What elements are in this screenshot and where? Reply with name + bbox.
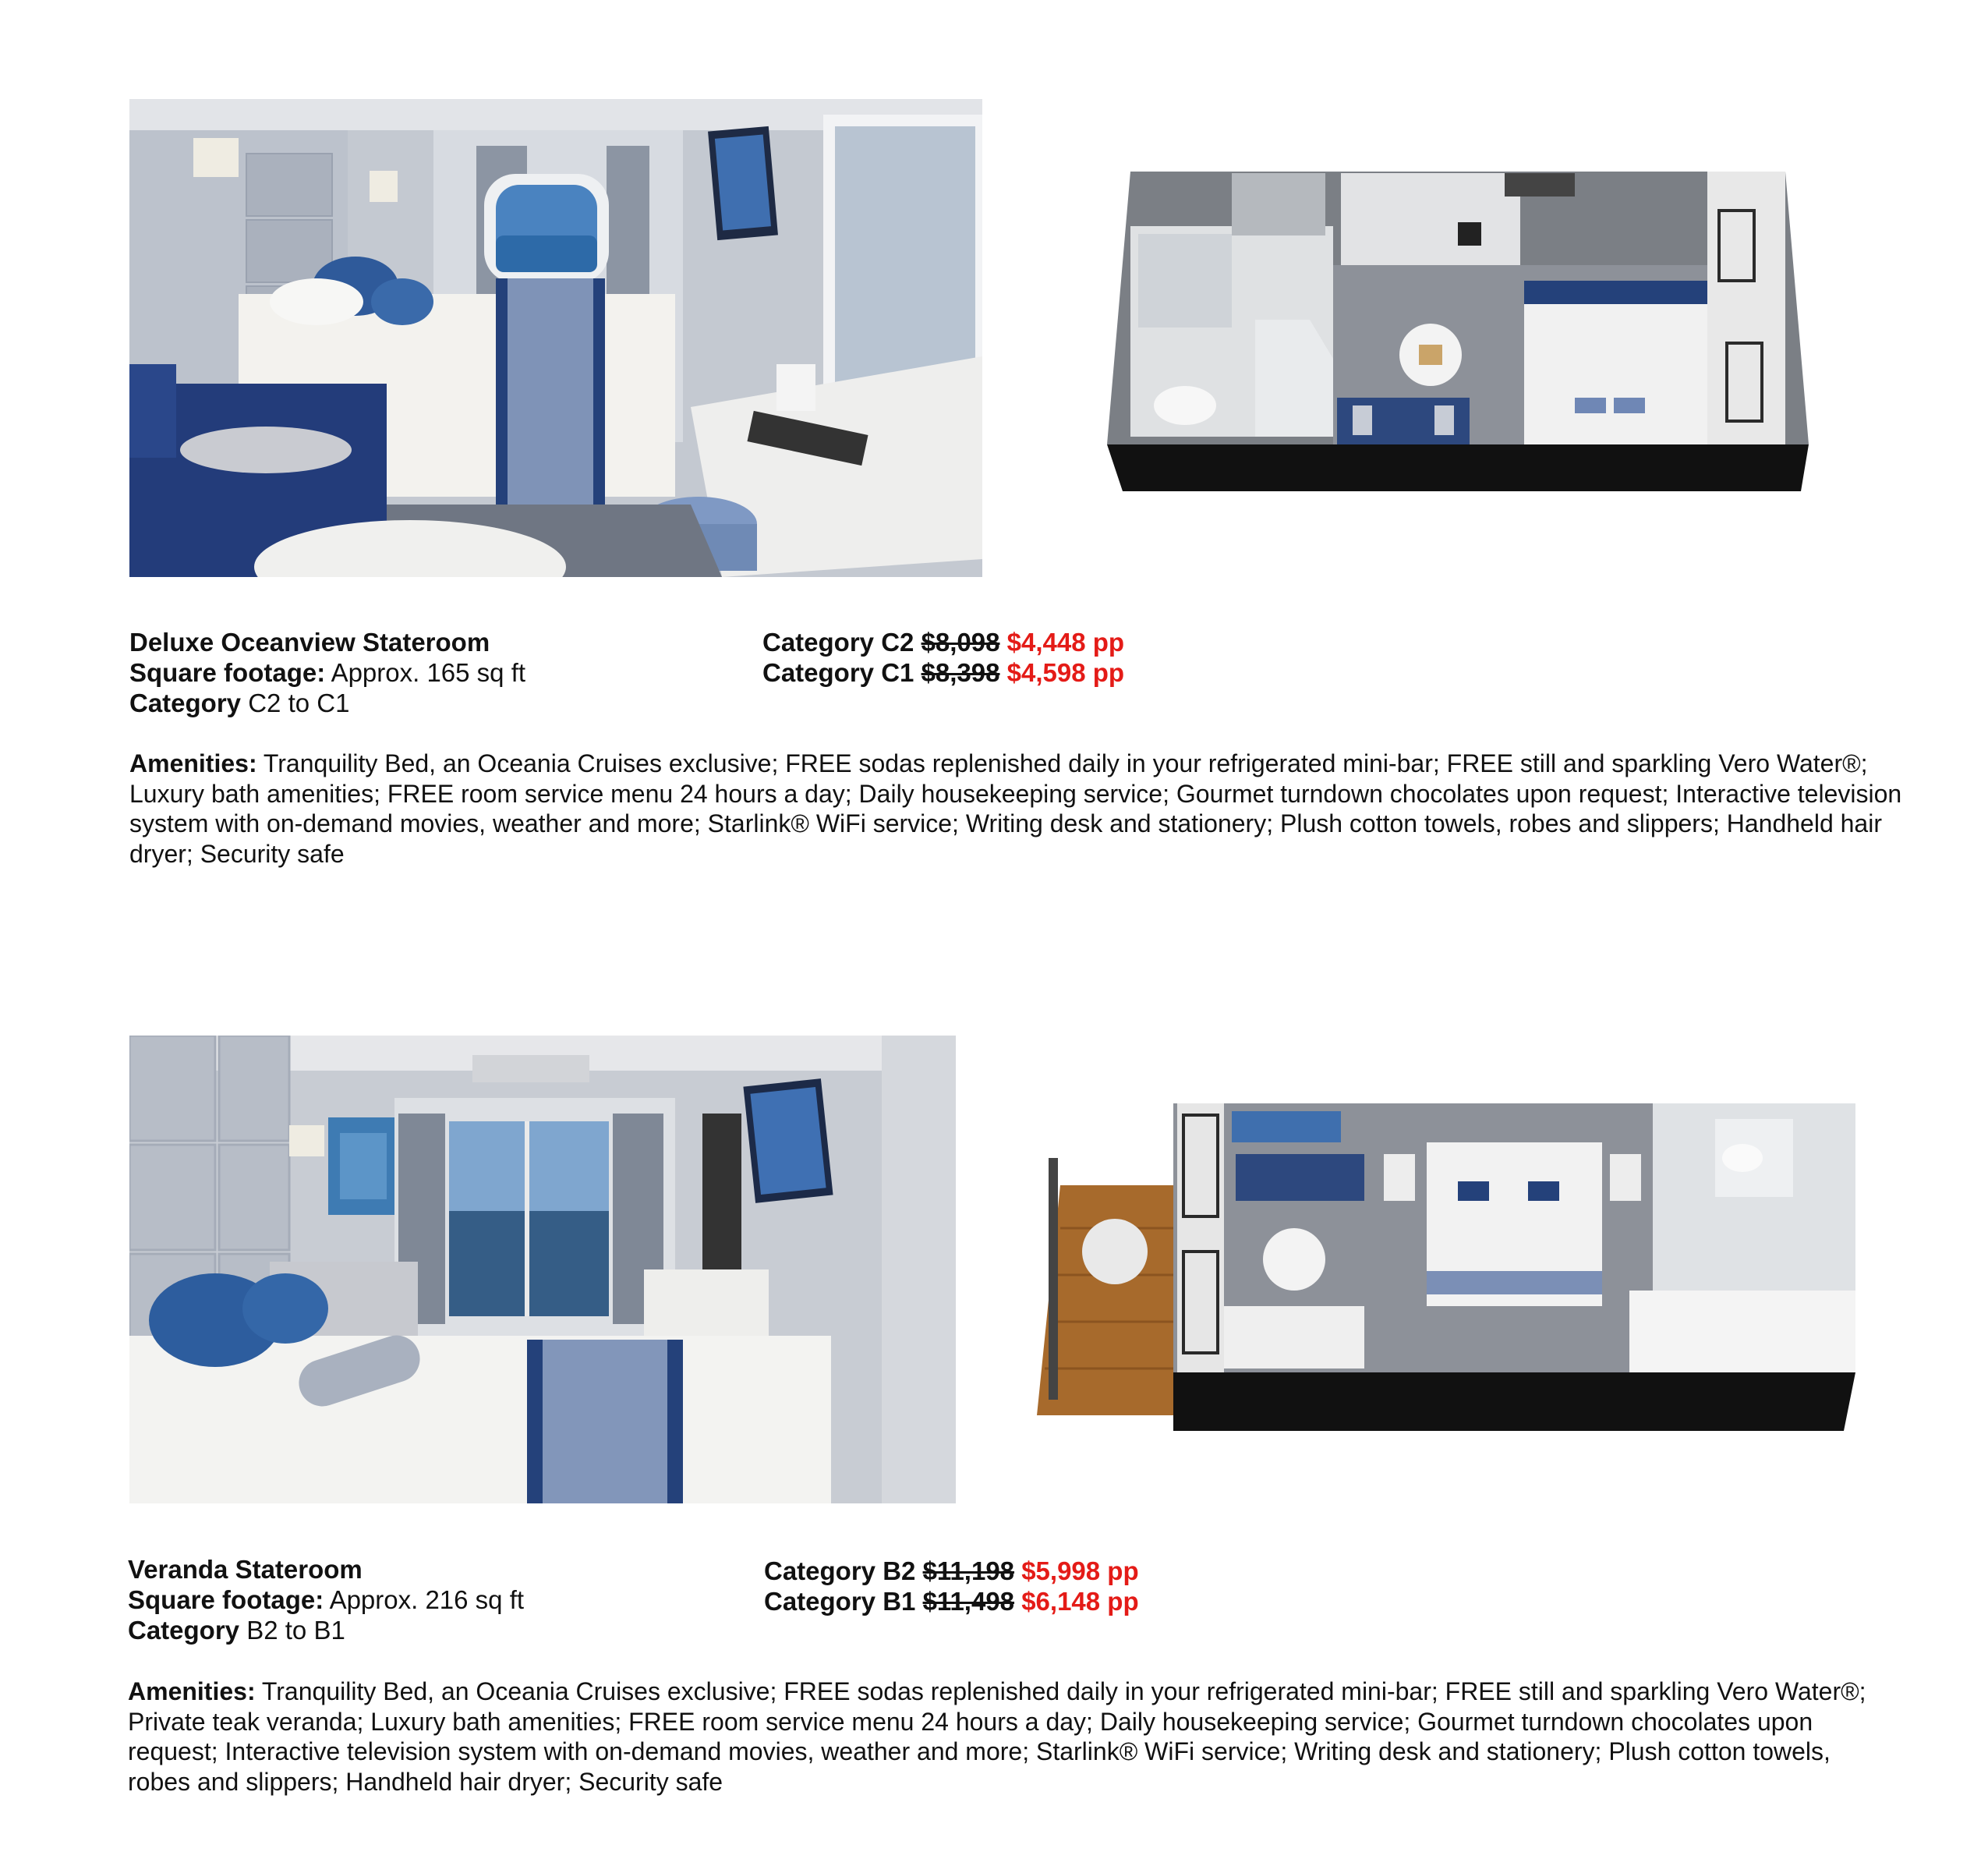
square-footage-label: Square footage: (129, 658, 326, 687)
price-row (762, 657, 1124, 688)
category-value: B2 to B1 (246, 1616, 345, 1645)
original-price: $8,398 (921, 658, 1000, 687)
oceanview-amenities (129, 749, 1915, 869)
category-range (129, 688, 722, 718)
oceanview-room-photo (129, 99, 982, 577)
veranda-room-illustration (129, 1036, 956, 1503)
square-footage (128, 1585, 720, 1615)
sale-price: $5,998 pp (1021, 1556, 1139, 1585)
square-footage (129, 657, 722, 688)
room-name: Veranda Stateroom (128, 1555, 363, 1584)
veranda-room-photo (129, 1036, 956, 1503)
sale-price: $4,448 pp (1006, 628, 1125, 657)
price-row (764, 1586, 1139, 1616)
room-name: Deluxe Oceanview Stateroom (129, 628, 490, 657)
square-footage-label: Square footage: (128, 1585, 324, 1614)
sale-price: $4,598 pp (1006, 658, 1125, 687)
category-value: C2 to C1 (248, 689, 350, 717)
price-category: Category C1 (762, 658, 914, 687)
original-price: $11,498 (922, 1587, 1015, 1616)
veranda-floor-plan-illustration (1029, 1096, 1855, 1431)
veranda-amenities (128, 1677, 1890, 1797)
amenities-label: Amenities: (129, 749, 257, 777)
price-category: Category C2 (762, 628, 914, 657)
oceanview-floor-plan (1076, 164, 1832, 491)
veranda-title-block (128, 1554, 720, 1645)
veranda-prices (764, 1556, 1139, 1616)
category-label: Category (129, 689, 242, 717)
price-row (764, 1556, 1139, 1586)
amenities-text: Tranquility Bed, an Oceania Cruises exclusive; FREE sodas replenished daily in your refrigerated mini-bar; FREE still and sparkling Vero Water®; Private teak veranda; Luxury bath amenities; FREE room service menu 24 hours a day; Daily housekeeping service; Gourmet turndown chocolates upon request; Interactive television system with on-demand movies, weather and more; Starlink® WiFi service; Writing desk and stationery; Plush cotton towels, robes and slippers; Handheld hair dryer; Security safe (128, 1677, 1866, 1796)
category-label: Category (128, 1616, 240, 1645)
price-row (762, 627, 1124, 657)
oceanview-title-block (129, 627, 722, 718)
oceanview-room-illustration (129, 99, 982, 577)
original-price: $11,198 (922, 1556, 1015, 1585)
price-category: Category B1 (764, 1587, 916, 1616)
oceanview-floor-plan-illustration (1076, 164, 1832, 491)
sale-price: $6,148 pp (1021, 1587, 1139, 1616)
oceanview-prices (762, 627, 1124, 688)
price-category: Category B2 (764, 1556, 916, 1585)
amenities-text: Tranquility Bed, an Oceania Cruises exclusive; FREE sodas replenished daily in your refrigerated mini-bar; FREE still and sparkling Vero Water®; Luxury bath amenities; FREE room service menu 24 hours a day; Daily housekeeping service; Gourmet turndown chocolates upon request; Interactive television system with on-demand movies, weather and more; Starlink® WiFi service; Writing desk and stationery; Plush cotton towels, robes and slippers; Handheld hair dryer; Security safe (129, 749, 1902, 868)
square-footage-value: Approx. 216 sq ft (329, 1585, 525, 1614)
square-footage-value: Approx. 165 sq ft (331, 658, 526, 687)
category-range (128, 1615, 720, 1645)
veranda-floor-plan (1029, 1096, 1855, 1431)
original-price: $8,098 (921, 628, 1000, 657)
amenities-label: Amenities: (128, 1677, 256, 1705)
